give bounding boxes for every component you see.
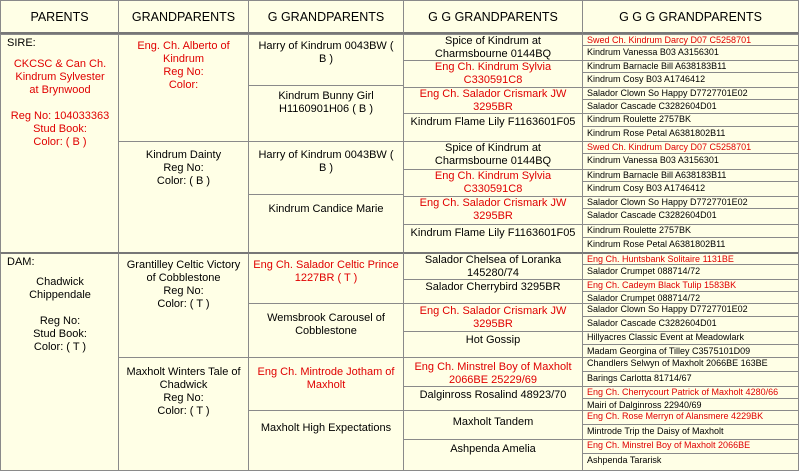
ggg-grandparent-cell: Swed Ch. Kindrum Darcy D07 C5258701 xyxy=(582,141,799,153)
ggg-grandparent-cell: Chandlers Selwyn of Maxholt 2066BE 163BE xyxy=(582,357,799,371)
grandparent-color: Color: xyxy=(168,79,199,91)
header-g-grandparents: G GRANDPARENTS xyxy=(248,0,403,34)
sire-name-line-3: at Brynwood xyxy=(29,84,91,96)
grandparent-name: Grantilley Celtic Victory xyxy=(126,259,241,271)
gg-grandparent-name: Charmsbourne 0144BQ xyxy=(434,48,552,60)
ggg-grandparent-cell: Mintrode Trip the Daisy of Maxholt xyxy=(582,424,799,439)
grandparent-color: Color: ( T ) xyxy=(157,405,210,417)
g-grandparent-cell xyxy=(248,357,403,410)
gg-grandparent-name: Eng Ch. Minstrel Boy of Maxholt xyxy=(414,361,572,373)
g-grandparent-name: Kindrum Bunny Girl xyxy=(278,90,374,102)
grandparent-name: Maxholt Winters Tale of xyxy=(126,366,241,378)
ggg-grandparent-cell: Eng Ch. Minstrel Boy of Maxholt 2066BE xyxy=(582,439,799,453)
ggg-grandparent-cell: Kindrum Vanessa B03 A3156301 xyxy=(582,45,799,60)
grandparent-cell xyxy=(118,34,248,141)
ggg-grandparent-cell: Kindrum Rose Petal A6381802B11 xyxy=(582,237,799,252)
gg-grandparent-cell xyxy=(403,331,582,357)
gg-grandparent-name: 3295BR xyxy=(473,101,513,113)
gg-grandparent-cell xyxy=(403,410,582,439)
dam-name-line-1: Chadwick xyxy=(36,276,84,288)
ggg-grandparent-cell: Salador Crumpet 088714/72 xyxy=(582,264,799,279)
gg-grandparent-cell xyxy=(403,169,582,196)
ggg-grandparent-cell: Eng Ch. Cadeym Black Tulip 1583BK xyxy=(582,279,799,291)
dam-name-line-2: Chippendale xyxy=(29,289,91,301)
sire-cell xyxy=(0,34,118,252)
gg-grandparent-name: Eng Ch. Salador Crismark JW xyxy=(419,305,567,317)
dam-color: Color: ( T ) xyxy=(33,341,87,353)
grandparent-cell xyxy=(118,141,248,252)
header-gg-grandparents: G G GRANDPARENTS xyxy=(403,0,582,34)
sire-stud: Stud Book: xyxy=(33,123,87,135)
grandparent-reg: Reg No: xyxy=(163,285,204,297)
gg-grandparent-name: Eng Ch. Kindrum Sylvia xyxy=(434,61,552,73)
gg-grandparent-cell xyxy=(403,34,582,60)
g-grandparent-cell xyxy=(248,34,403,85)
dam-cell xyxy=(0,252,118,471)
g-grandparent-cell xyxy=(248,194,403,252)
ggg-grandparent-cell: Kindrum Vanessa B03 A3156301 xyxy=(582,153,799,169)
grandparent-reg: Reg No: xyxy=(163,162,204,174)
grandparent-color: Color: ( B ) xyxy=(156,175,211,187)
ggg-grandparent-cell: Swed Ch. Kindrum Darcy D07 C5258701 xyxy=(582,34,799,45)
ggg-grandparent-cell: Kindrum Cosy B03 A1746412 xyxy=(582,181,799,196)
gg-grandparent-cell xyxy=(403,196,582,224)
ggg-grandparent-cell: Kindrum Rose Petal A6381802B11 xyxy=(582,126,799,141)
ggg-grandparent-cell: Kindrum Cosy B03 A1746412 xyxy=(582,72,799,87)
gg-grandparent-name: Dalginross Rosalind 48923/70 xyxy=(419,389,567,401)
grandparent-name: Chadwick xyxy=(159,379,208,391)
grandparent-reg: Reg No: xyxy=(163,66,204,78)
g-grandparent-cell xyxy=(248,303,403,357)
gg-grandparent-name: 2066BE 25229/69 xyxy=(448,374,538,386)
gg-grandparent-name: 3295BR xyxy=(473,210,513,222)
gg-grandparent-name: Spice of Kindrum at xyxy=(445,35,541,47)
g-grandparent-name: Maxholt xyxy=(306,379,346,391)
gg-grandparent-cell xyxy=(403,252,582,279)
grandparent-name: Kindrum xyxy=(163,53,204,65)
g-grandparent-name: Eng Ch. Salador Celtic Prince xyxy=(253,259,399,271)
grandparent-reg: Reg No: xyxy=(163,392,204,404)
ggg-grandparent-cell: Kindrum Barnacle Bill A638183B11 xyxy=(582,60,799,72)
sire-color: Color: ( B ) xyxy=(33,136,87,148)
g-grandparent-name: Harry of Kindrum 0043BW ( xyxy=(258,149,394,161)
gg-grandparent-cell xyxy=(403,141,582,169)
dam-label: DAM: xyxy=(7,256,35,268)
dam-reg: Reg No: xyxy=(39,315,81,327)
ggg-grandparent-cell: Barings Carlotta 81714/67 xyxy=(582,371,799,386)
ggg-grandparent-cell: Ashpenda Tararisk xyxy=(582,453,799,471)
header-ggg-grandparents: G G G GRANDPARENTS xyxy=(582,0,799,34)
g-grandparent-name: B ) xyxy=(318,53,334,65)
ggg-grandparent-cell: Mairi of Dalginross 22940/69 xyxy=(582,398,799,410)
g-grandparent-name: 1227BR ( T ) xyxy=(294,272,358,284)
g-grandparent-name: Cobblestone xyxy=(295,325,357,337)
gg-grandparent-cell xyxy=(403,224,582,252)
g-grandparent-name: H1160901H06 ( B ) xyxy=(279,103,373,115)
gg-grandparent-cell xyxy=(403,87,582,113)
gg-grandparent-name: Maxholt Tandem xyxy=(452,416,534,428)
g-grandparent-name: Eng Ch. Mintrode Jotham of xyxy=(257,366,395,378)
gg-grandparent-cell xyxy=(403,279,582,303)
header-parents: PARENTS xyxy=(0,0,118,34)
g-grandparent-name: Harry of Kindrum 0043BW ( xyxy=(258,40,394,52)
gg-grandparent-name: Salador Cherrybird 3295BR xyxy=(425,281,561,293)
gg-grandparent-name: Charmsbourne 0144BQ xyxy=(434,155,552,167)
gg-grandparent-name: 3295BR xyxy=(473,318,513,330)
gg-grandparent-name: C330591C8 xyxy=(463,183,523,195)
grandparent-color: Color: ( T ) xyxy=(157,298,210,310)
ggg-grandparent-cell: Salador Clown So Happy D7727701E02 xyxy=(582,196,799,208)
gg-grandparent-name: Spice of Kindrum at xyxy=(445,142,541,154)
gg-grandparent-name: Salador Chelsea of Loranka xyxy=(424,254,562,266)
ggg-grandparent-cell: Hillyacres Classic Event at Meadowlark xyxy=(582,331,799,344)
gg-grandparent-cell xyxy=(403,60,582,87)
ggg-grandparent-cell: Eng Ch. Huntsbank Solitaire 1131BE xyxy=(582,252,799,264)
ggg-grandparent-cell: Eng Ch. Rose Merryn of Alansmere 4229BK xyxy=(582,410,799,424)
sire-label: SIRE: xyxy=(7,37,36,49)
gg-grandparent-cell xyxy=(403,303,582,331)
gg-grandparent-name: 145280/74 xyxy=(467,267,519,279)
sire-name-line-1: CKCSC & Can Ch. xyxy=(13,58,107,70)
gg-grandparent-cell xyxy=(403,386,582,410)
ggg-grandparent-cell: Salador Clown So Happy D7727701E02 xyxy=(582,303,799,316)
ggg-grandparent-cell: Kindrum Roulette 2757BK xyxy=(582,113,799,126)
g-grandparent-cell xyxy=(248,252,403,303)
ggg-grandparent-cell: Madam Georgina of Tilley C3575101D09 xyxy=(582,344,799,357)
g-grandparent-name: B ) xyxy=(318,162,334,174)
gg-grandparent-name: Eng Ch. Salador Crismark JW xyxy=(419,88,567,100)
g-grandparent-cell xyxy=(248,141,403,194)
gg-grandparent-cell xyxy=(403,357,582,386)
gg-grandparent-name: Ashpenda Amelia xyxy=(450,443,536,455)
gg-grandparent-name: Hot Gossip xyxy=(465,334,521,346)
grandparent-name: Eng. Ch. Alberto of xyxy=(137,40,230,52)
ggg-grandparent-cell: Salador Cascade C3282604D01 xyxy=(582,208,799,224)
gg-grandparent-cell xyxy=(403,113,582,141)
sire-reg: Reg No: 104033363 xyxy=(10,110,110,122)
gg-grandparent-name: Kindrum Flame Lily F1163601F05 xyxy=(410,227,576,239)
gg-grandparent-name: Kindrum Flame Lily F1163601F05 xyxy=(410,116,576,128)
grandparent-name: Kindrum Dainty xyxy=(145,149,222,161)
ggg-grandparent-cell: Eng Ch. Cherrycourt Patrick of Maxholt 4280/66 xyxy=(582,386,799,398)
ggg-grandparent-cell: Salador Cascade C3282604D01 xyxy=(582,316,799,331)
gg-grandparent-name: C330591C8 xyxy=(463,74,523,86)
g-grandparent-name: Kindrum Candice Marie xyxy=(268,203,384,215)
ggg-grandparent-cell: Salador Cascade C3282604D01 xyxy=(582,99,799,113)
ggg-grandparent-cell: Salador Clown So Happy D7727701E02 xyxy=(582,87,799,99)
grandparent-name: of Cobblestone xyxy=(146,272,221,284)
header-grandparents: GRANDPARENTS xyxy=(118,0,248,34)
ggg-grandparent-cell: Kindrum Roulette 2757BK xyxy=(582,224,799,237)
sire-name-line-2: Kindrum Sylvester xyxy=(15,71,105,83)
ggg-grandparent-cell: Salador Crumpet 088714/72 xyxy=(582,291,799,303)
grandparent-cell xyxy=(118,252,248,357)
gg-grandparent-name: Eng Ch. Salador Crismark JW xyxy=(419,197,567,209)
ggg-grandparent-cell: Kindrum Barnacle Bill A638183B11 xyxy=(582,169,799,181)
g-grandparent-cell xyxy=(248,410,403,471)
g-grandparent-name: Wemsbrook Carousel of xyxy=(267,312,385,324)
gg-grandparent-cell xyxy=(403,439,582,471)
dam-stud: Stud Book: xyxy=(33,328,87,340)
g-grandparent-name: Maxholt High Expectations xyxy=(260,422,392,434)
grandparent-cell xyxy=(118,357,248,471)
gg-grandparent-name: Eng Ch. Kindrum Sylvia xyxy=(434,170,552,182)
g-grandparent-cell xyxy=(248,85,403,141)
